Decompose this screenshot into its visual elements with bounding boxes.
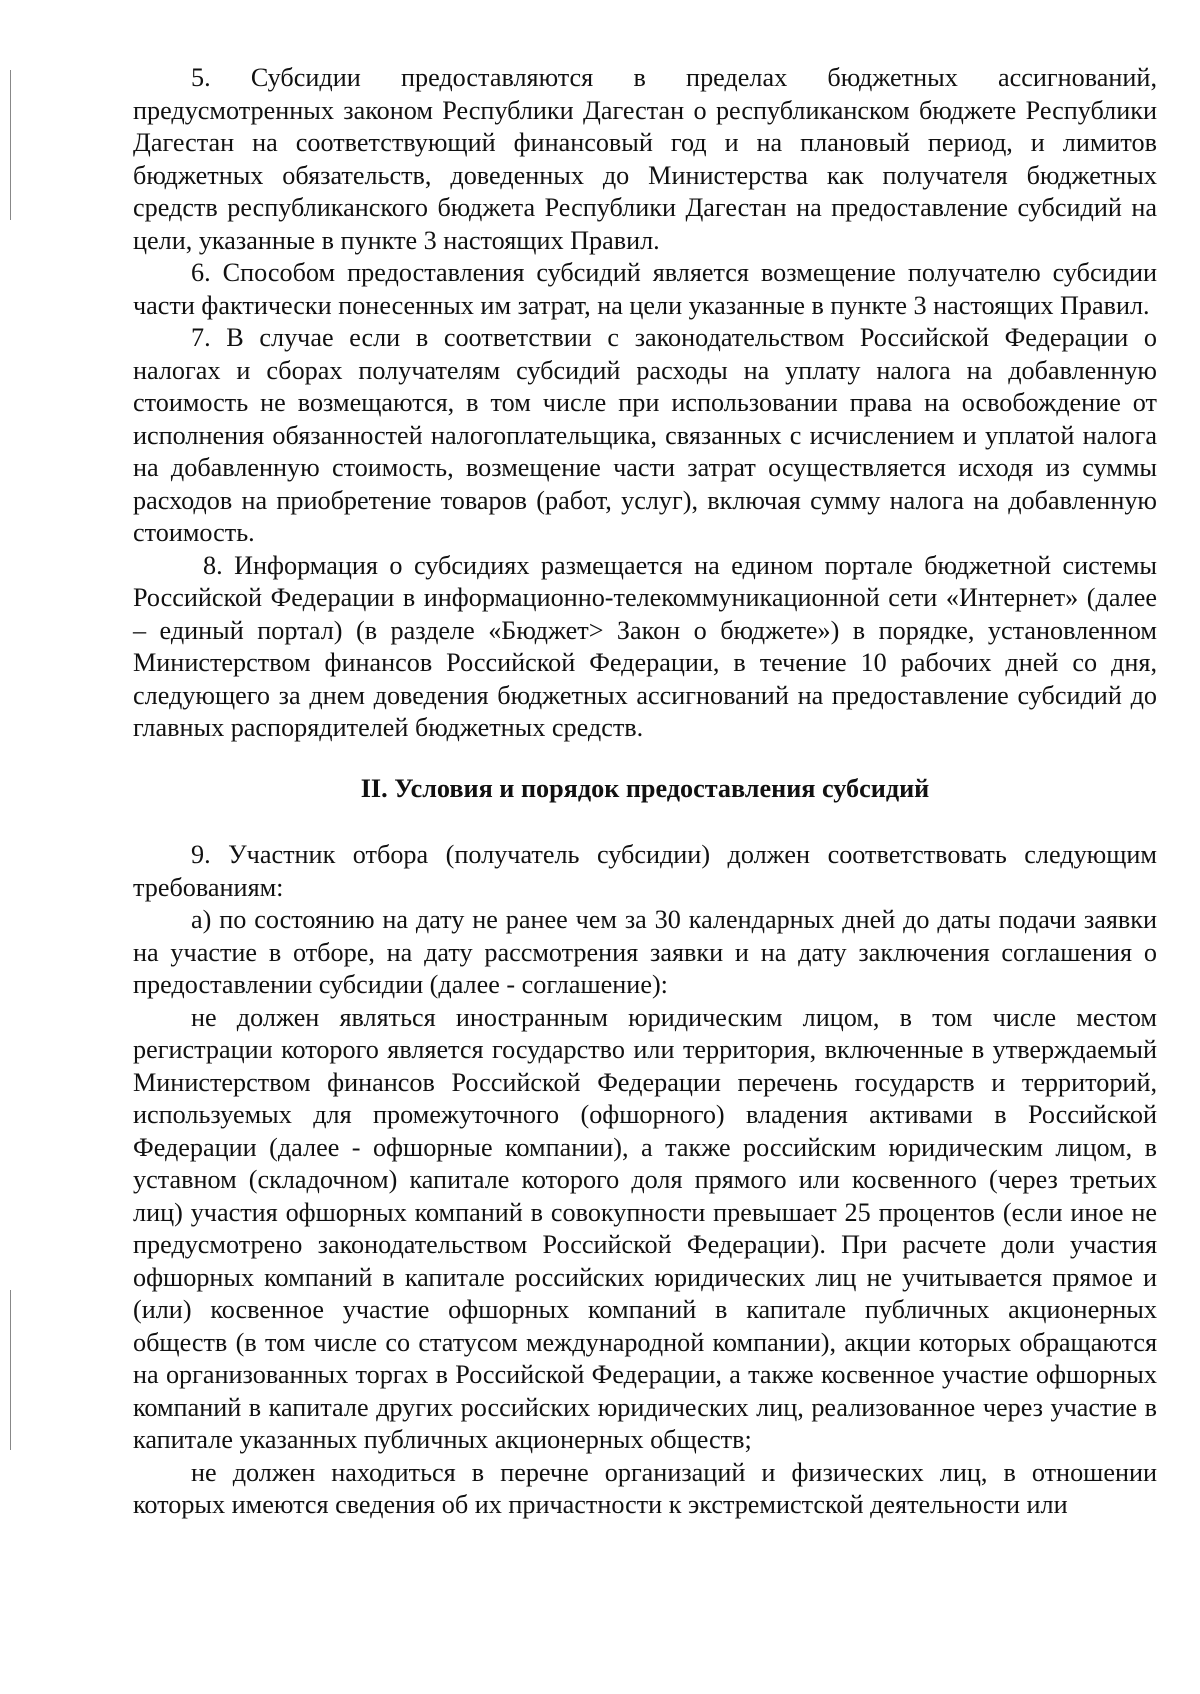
paragraph-5: 5. Субсидии предоставляются в пределах бюджетных ассигнований, предусмотренных законом Республики Дагестан о республиканском бюджете Республики Дагестан на соответствующий финансовый год и на плановый период, и лимитов бюджетных обязательств, доведенных до Министерства как получателя бюджетных средств республиканского бюджета Республики Дагестан на предоставление субсидий на цели, указанные в пункте 3 настоящих Правил. bbox=[133, 63, 1157, 255]
paragraph-offshore-requirement: не должен являться иностранным юридическим лицом, в том числе местом регистрации которого является государство или территория, включенные в утверждаемый Министерством финансов Российской Федерации перечень государств и территорий, используемых для промежуточного (офшорного) владения активами в Российской Федерации (далее - офшорные компании), а также российским юридическим лицом, в уставном (складочном) капитале которого доля прямого или косвенного (через третьих лиц) участия офшорных компаний в совокупности превышает 25 процентов (если иное не предусмотрено законодательством Российской Федерации). При расчете доли участия офшорных компаний в капитале российских юридических лиц не учитывается прямое и (или) косвенное участие офшорных компаний в капитале публичных акционерных обществ (в том числе со статусом международной компании), акции которых обращаются на организованных торгах в Российской Федерации, а также косвенное участие офшорных компаний в капитале других российских юридических лиц, реализованное через участие в капитале указанных публичных акционерных обществ; bbox=[133, 1002, 1157, 1454]
paragraph-9: 9. Участник отбора (получатель субсидии) должен соответствовать следующим требованиям: bbox=[133, 840, 1157, 902]
paragraph-7: 7. В случае если в соответствии с законодательством Российской Федерации о налогах и сборах получателям субсидий расходы на уплату налога на добавленную стоимость не возмещаются, в том числе при использовании права на освобождение от исполнения обязанностей налогоплательщика, связанных с исчислением и уплатой налога на добавленную стоимость, возмещение части затрат осуществляется исходя из суммы расходов на приобретение товаров (работ, услуг), включая сумму налога на добавленную стоимость. bbox=[133, 323, 1157, 547]
section-heading: II. Условия и порядок предоставления субсидий bbox=[360, 773, 930, 803]
document-body bbox=[133, 62, 1157, 1522]
paragraph-extremism-requirement: не должен находиться в перечне организаций и физических лиц, в отношении которых имеются сведения об их причастности к экстремистской деятельности или bbox=[133, 1457, 1157, 1519]
paragraph-9a: а) по состоянию на дату не ранее чем за 30 календарных дней до даты подачи заявки на участие в отборе, на дату рассмотрения заявки и на дату заключения соглашения о предоставлении субсидии (далее - соглашение): bbox=[133, 905, 1157, 999]
scan-artifact-left-bottom bbox=[10, 1290, 11, 1450]
paragraph-6: 6. Способом предоставления субсидий является возмещение получателю субсидии части фактически понесенных им затрат, на цели указанные в пункте 3 настоящих Правил. bbox=[133, 258, 1157, 320]
scan-artifact-left-top bbox=[10, 70, 11, 220]
paragraph-8: 8. Информация о субсидиях размещается на едином портале бюджетной системы Российской Федерации в информационно-телекоммуникационной сети «Интернет» (далее – единый портал) (в разделе «Бюджет> Закон о бюджете») в порядке, установленном Министерством финансов Российской Федерации, в течение 10 рабочих дней со дня, следующего за днем доведения бюджетных ассигнований на предоставление субсидий до главных распорядителей бюджетных средств. bbox=[133, 550, 1157, 742]
